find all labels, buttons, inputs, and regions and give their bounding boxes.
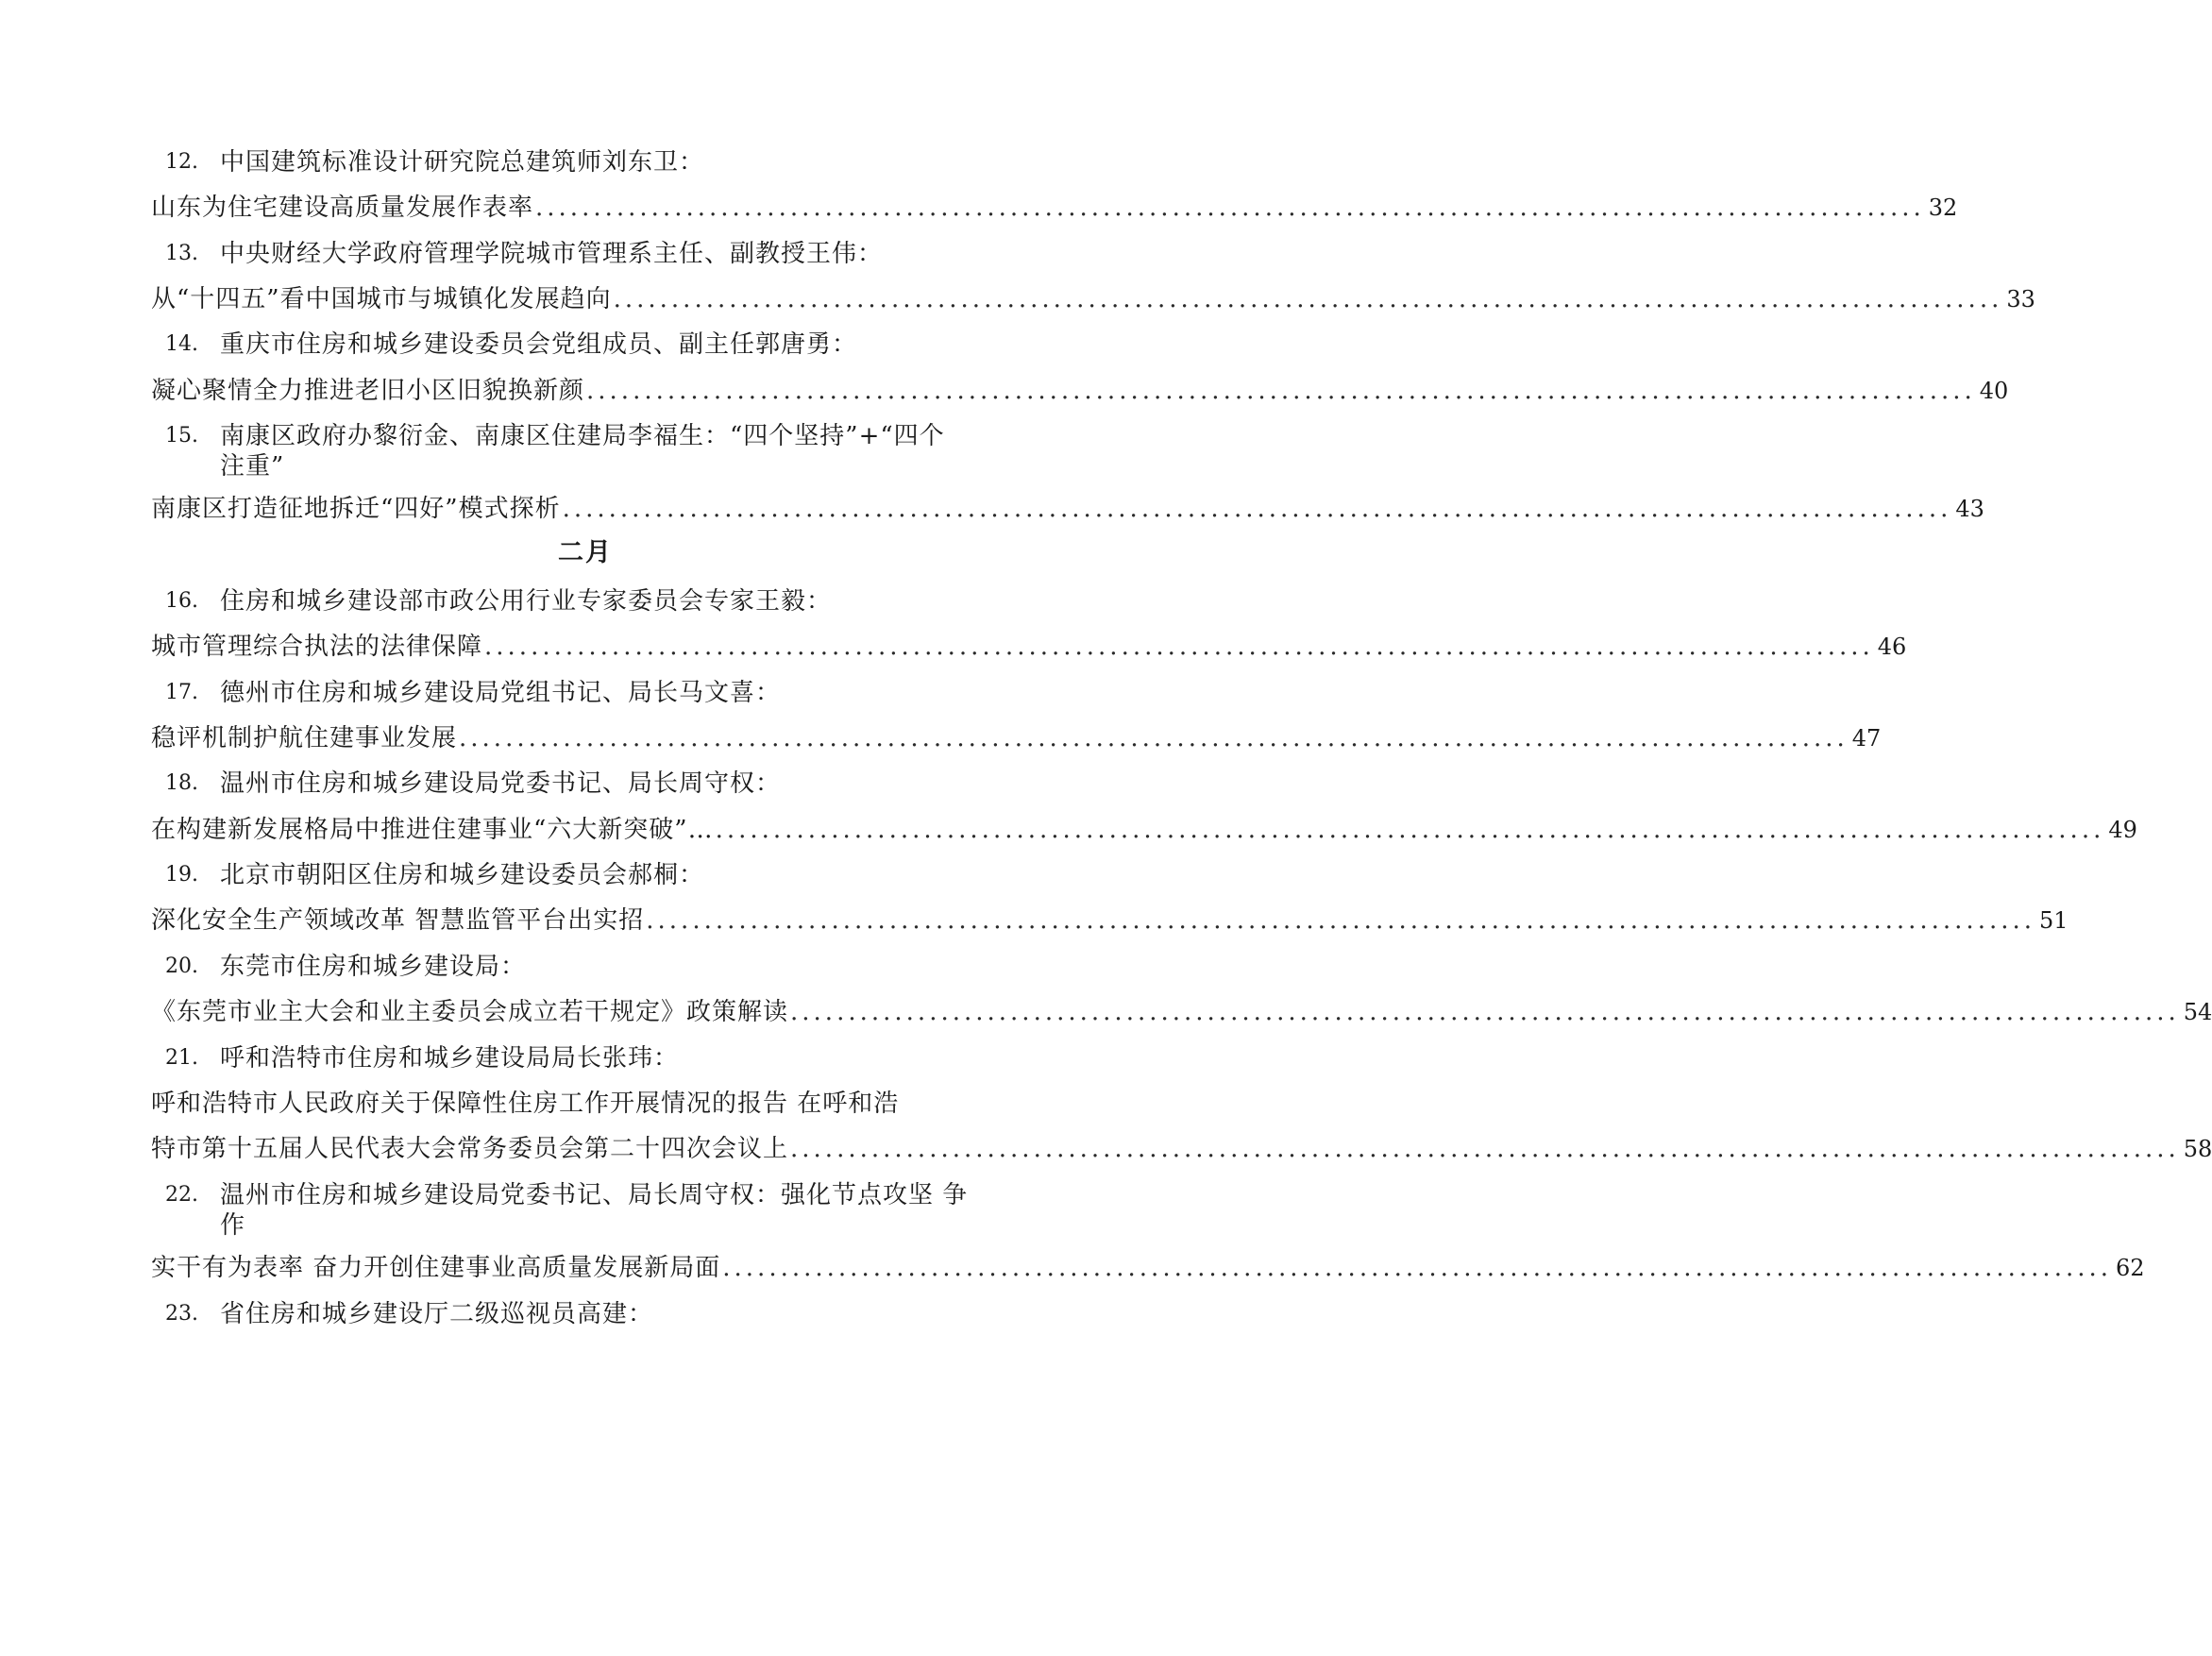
- author-name: 东莞市住房和城乡建设局：: [220, 953, 527, 981]
- toc-entry[interactable]: [151, 722, 1882, 754]
- toc-entry[interactable]: [151, 631, 1907, 663]
- dot-leader: ........................................................................................................................: [715, 816, 2105, 844]
- entry-number: 14.: [165, 332, 198, 356]
- author-name: 南康区政府办黎衍金、南康区住建局李福生：“四个坚持”+“四个: [220, 422, 945, 450]
- toc-entry-title: 在构建新发展格局中推进住建事业“六大新突破”…: [151, 816, 714, 844]
- author-name-continued: 注重”: [220, 452, 285, 481]
- page-number: 62: [2116, 1255, 2145, 1281]
- toc-entry[interactable]: [151, 1133, 2212, 1165]
- author-name: 中国建筑标准设计研究院总建筑师刘东卫：: [220, 148, 705, 177]
- page-number: 49: [2108, 817, 2137, 843]
- toc-entry-title: 山东为住宅建设高质量发展作表率: [151, 194, 534, 222]
- toc-entry[interactable]: [151, 814, 2137, 846]
- page-number: 40: [1979, 378, 2009, 404]
- dot-leader: ........................................................................................................................: [646, 906, 2036, 935]
- toc-entry-title: 《东莞市业主大会和业主委员会成立若干规定》政策解读: [151, 998, 789, 1026]
- author-name: 重庆市住房和城乡建设委员会党组成员、副主任郭唐勇：: [220, 330, 858, 359]
- author-name: 德州市住房和城乡建设局党组书记、局长马文喜：: [220, 679, 782, 707]
- toc-entry-title: 实干有为表率 奋力开创住建事业高质量发展新局面: [151, 1254, 721, 1282]
- page-number: 54: [2183, 999, 2212, 1025]
- page-number: 43: [1955, 496, 1984, 522]
- toc-entry-title: 凝心聚情全力推进老旧小区旧貌换新颜: [151, 377, 585, 405]
- toc-entry[interactable]: [151, 904, 2068, 937]
- entry-number: 15.: [165, 424, 198, 448]
- page-number: 47: [1851, 725, 1882, 752]
- dot-leader: ........................................................................................................................: [613, 285, 2003, 313]
- author-name: 住房和城乡建设部市政公用行业专家委员会专家王毅：: [220, 587, 833, 616]
- entry-number: 23.: [165, 1302, 198, 1326]
- page-number: 33: [2006, 286, 2035, 313]
- entry-number: 18.: [165, 771, 198, 795]
- entry-number: 16.: [165, 589, 198, 613]
- author-name: 北京市朝阳区住房和城乡建设委员会郝桐：: [220, 861, 705, 889]
- toc-entry-title: 南康区打造征地拆迁“四好”模式探析: [151, 495, 561, 523]
- toc-entry-title: 稳评机制护航住建事业发展: [151, 724, 458, 752]
- entry-number: 17.: [165, 681, 198, 704]
- author-name: 中央财经大学政府管理学院城市管理系主任、副教授王伟：: [220, 240, 884, 268]
- dot-leader: ........................................................................................................................: [484, 633, 1874, 661]
- page-number: 32: [1928, 194, 1958, 221]
- dot-leader: ........................................................................................................................: [562, 495, 1952, 523]
- entry-number: 13.: [165, 242, 198, 265]
- author-name: 省住房和城乡建设厅二级巡视员高建：: [220, 1300, 654, 1328]
- dot-leader: ........................................................................................................................: [722, 1254, 2113, 1282]
- toc-entry-title: 从“十四五”看中国城市与城镇化发展趋向: [151, 285, 612, 313]
- dot-leader: ........................................................................................................................: [535, 194, 1925, 222]
- dot-leader: ........................................................................................................................: [790, 998, 2180, 1026]
- toc-entry-title: 特市第十五届人民代表大会常务委员会第二十四次会议上: [151, 1135, 789, 1163]
- toc-entry[interactable]: [151, 192, 1958, 224]
- page-number: 51: [2039, 907, 2068, 934]
- entry-number: 22.: [165, 1183, 198, 1207]
- toc-entry[interactable]: [151, 375, 2009, 407]
- toc-entry[interactable]: [151, 996, 2212, 1028]
- author-name-continued: 作: [220, 1211, 246, 1240]
- entry-number: 19.: [165, 863, 198, 887]
- toc-entry-title-line1: 呼和浩特市人民政府关于保障性住房工作开展情况的报告 在呼和浩: [151, 1090, 900, 1118]
- page-number: 58: [2183, 1136, 2212, 1162]
- author-name: 温州市住房和城乡建设局党委书记、局长周守权：强化节点攻坚 争: [220, 1181, 969, 1209]
- author-name: 呼和浩特市住房和城乡建设局局长张玮：: [220, 1044, 680, 1073]
- entry-number: 20.: [165, 955, 198, 978]
- dot-leader: ........................................................................................................................: [586, 377, 1976, 405]
- author-name: 温州市住房和城乡建设局党委书记、局长周守权：: [220, 769, 782, 798]
- toc-entry[interactable]: [151, 283, 2035, 315]
- dot-leader: ........................................................................................................................: [790, 1135, 2180, 1163]
- entry-number: 12.: [165, 150, 198, 174]
- toc-entry[interactable]: [151, 1252, 2145, 1284]
- dot-leader: ........................................................................................................................: [459, 724, 1849, 752]
- page-number: 46: [1877, 634, 1907, 660]
- toc-entry-title: 城市管理综合执法的法律保障: [151, 633, 483, 661]
- month-heading: 二月: [558, 538, 613, 567]
- toc-entry[interactable]: [151, 493, 1984, 525]
- toc-entry-title: 深化安全生产领域改革 智慧监管平台出实招: [151, 906, 645, 935]
- entry-number: 21.: [165, 1046, 198, 1070]
